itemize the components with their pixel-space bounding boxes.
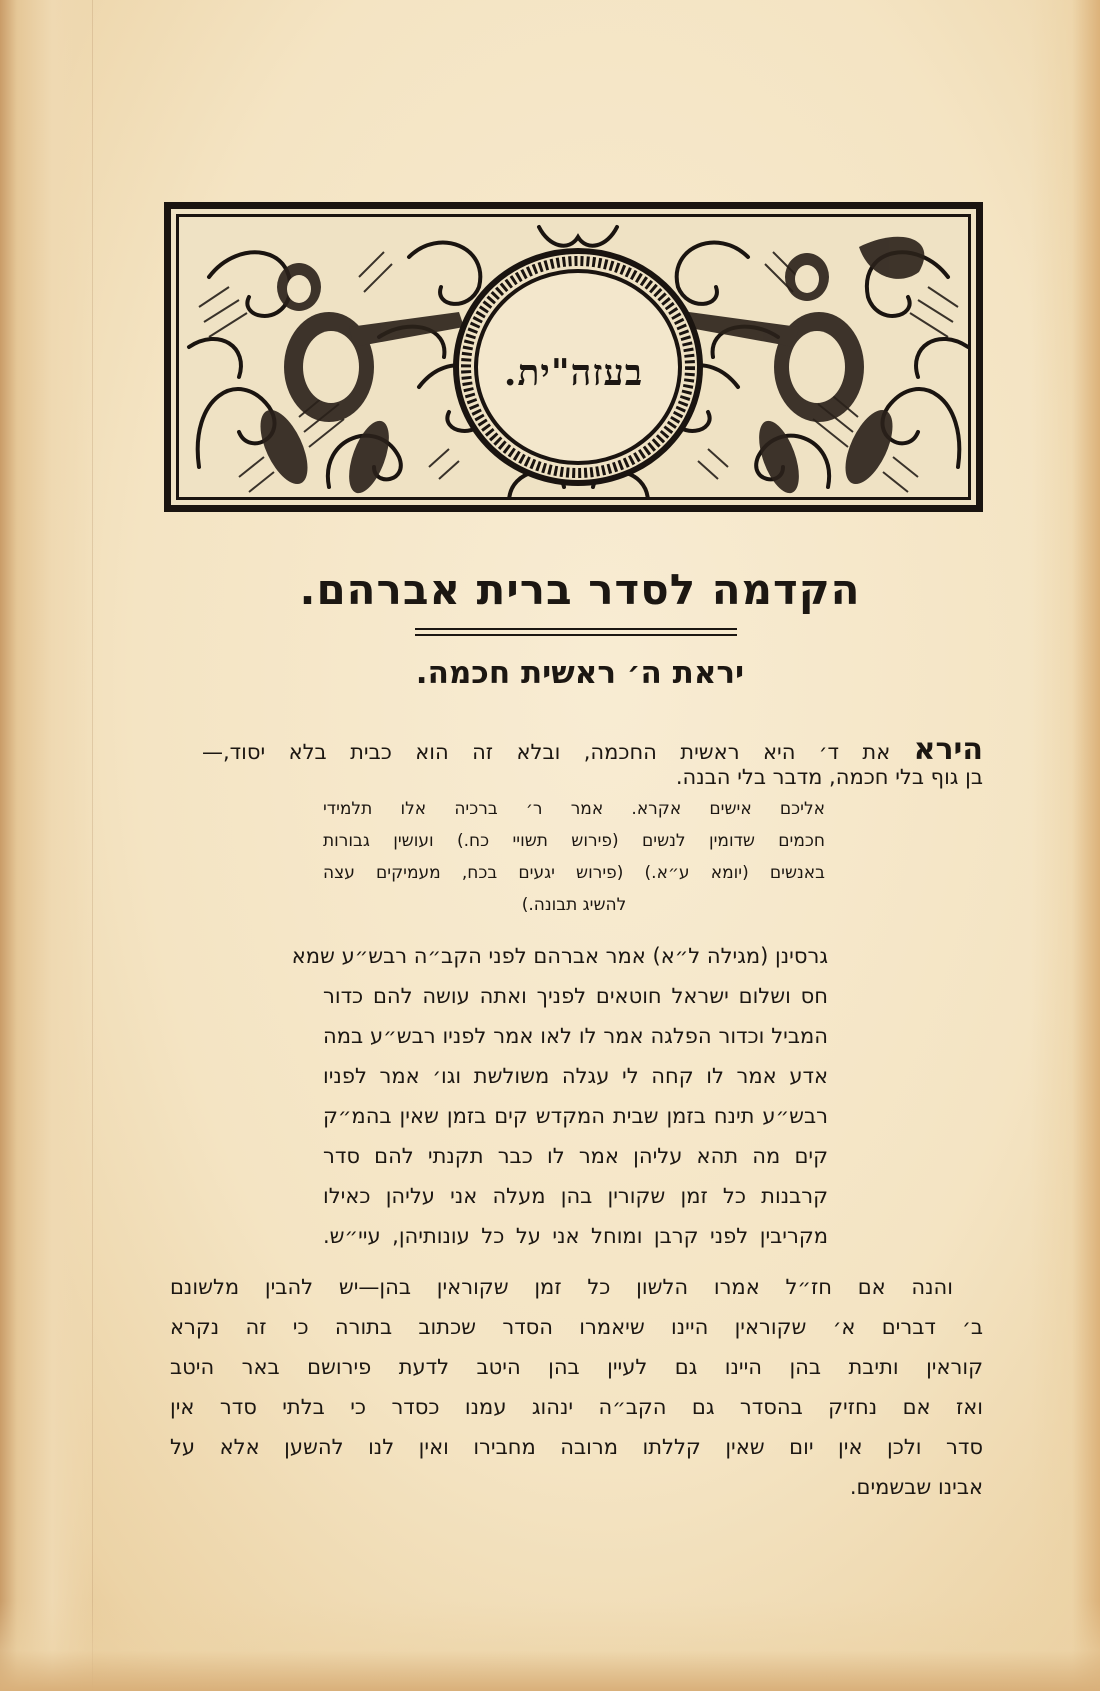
quote-line-5: רבש״ע תינח בזמן שבית המקדש קים בזמן שאין בהמ״ק bbox=[323, 1104, 828, 1128]
closing-line-4: ואז אם נחזיק בהסדר גם הקב״ה ינהוג עמנו כסדר כי בלתי סדר אין bbox=[170, 1395, 983, 1419]
note-line-2: חכמים שדומין לנשים (פירוש תשויי כח.) ועושין גבורות bbox=[323, 831, 825, 851]
quote-line-3: המביל וכדור הפלגה אמר לו לאו אמר לפניו רבש״ע במה bbox=[323, 1024, 828, 1048]
note-line-1: אליכם אישים אקרא. אמר ר׳ ברכיה אלו תלמידי bbox=[323, 799, 825, 819]
page-edge-stain-right bbox=[1030, 0, 1100, 1691]
closing-line-1: והנה אם חז״ל אמרו הלשון כל זמן שקוראין בהן—יש להבין מלשונם bbox=[170, 1275, 953, 1299]
note-line-4: להשיג תבונה.) bbox=[521, 895, 627, 915]
closing-line-3: קוראין ותיבת בהן היינו גם לעיין בהן היטב לדעת פירושם באר היטב bbox=[170, 1355, 983, 1379]
double-rule-top bbox=[415, 628, 737, 630]
intro-drop-word: הירא bbox=[913, 732, 983, 767]
closing-line-5: סדר ולכן אין יום שאין קללתו מרובה מחבירו ואין לנו להשען אלא על bbox=[170, 1435, 983, 1459]
banner-oval-text: בעזה"ית. bbox=[503, 352, 644, 394]
page-title: הקדמה לסדר ברית אברהם. bbox=[299, 565, 861, 614]
intro-line-1-text: את ד׳ היא ראשית החכמה, ובלא זה הוא כבית בלא יסוד,— bbox=[202, 740, 891, 764]
quote-line-4: אדע אמר לו קחה לי עגלה משולשת וגו׳ אמר לפניו bbox=[323, 1064, 828, 1088]
page-edge-stain-bottom bbox=[0, 1601, 1100, 1691]
page-fold-line bbox=[92, 0, 93, 1691]
closing-line-2: ב׳ דברים א׳ שקוראין היינו שיאמרו הסדר שכתוב בתורה כי זה נקרא bbox=[170, 1315, 983, 1339]
closing-line-6: אבינו שבשמים. bbox=[849, 1475, 983, 1499]
note-line-3: באנשים (יומא ע״א.) (פירוש יגעים בכח, מעמיקים עצה bbox=[323, 863, 825, 883]
woodcut-banner bbox=[164, 202, 983, 512]
quote-line-6: קים מה תהא עליהן אמר לו כבר תקנתי להם סדר bbox=[323, 1144, 828, 1168]
intro-line-2: בן גוף בלי חכמה, מדבר בלי הבנה. bbox=[675, 765, 983, 789]
quote-line-7: קרבנות כל זמן שקורין בהן מעלה אני עליהן כאילו bbox=[323, 1184, 828, 1208]
binding-shadow bbox=[0, 0, 95, 1691]
intro-line-1 bbox=[202, 732, 983, 767]
section-subtitle: יראת ה׳ ראשית חכמה. bbox=[415, 655, 745, 691]
quote-line-2: חס ושלום ישראל חוטאים לפניך ואתה עושה להם כדור bbox=[323, 984, 828, 1008]
banner-inner-frame bbox=[176, 214, 971, 500]
quote-line-1: גרסינן (מגילה ל״א) אמר אברהם לפני הקב״ה רבש״ע שמא bbox=[291, 944, 828, 968]
double-rule-bottom bbox=[415, 634, 737, 636]
quote-line-8: מקריבין לפני קרבן ומוחל אני על כל עונותיהן, עיי״ש. bbox=[323, 1224, 828, 1248]
